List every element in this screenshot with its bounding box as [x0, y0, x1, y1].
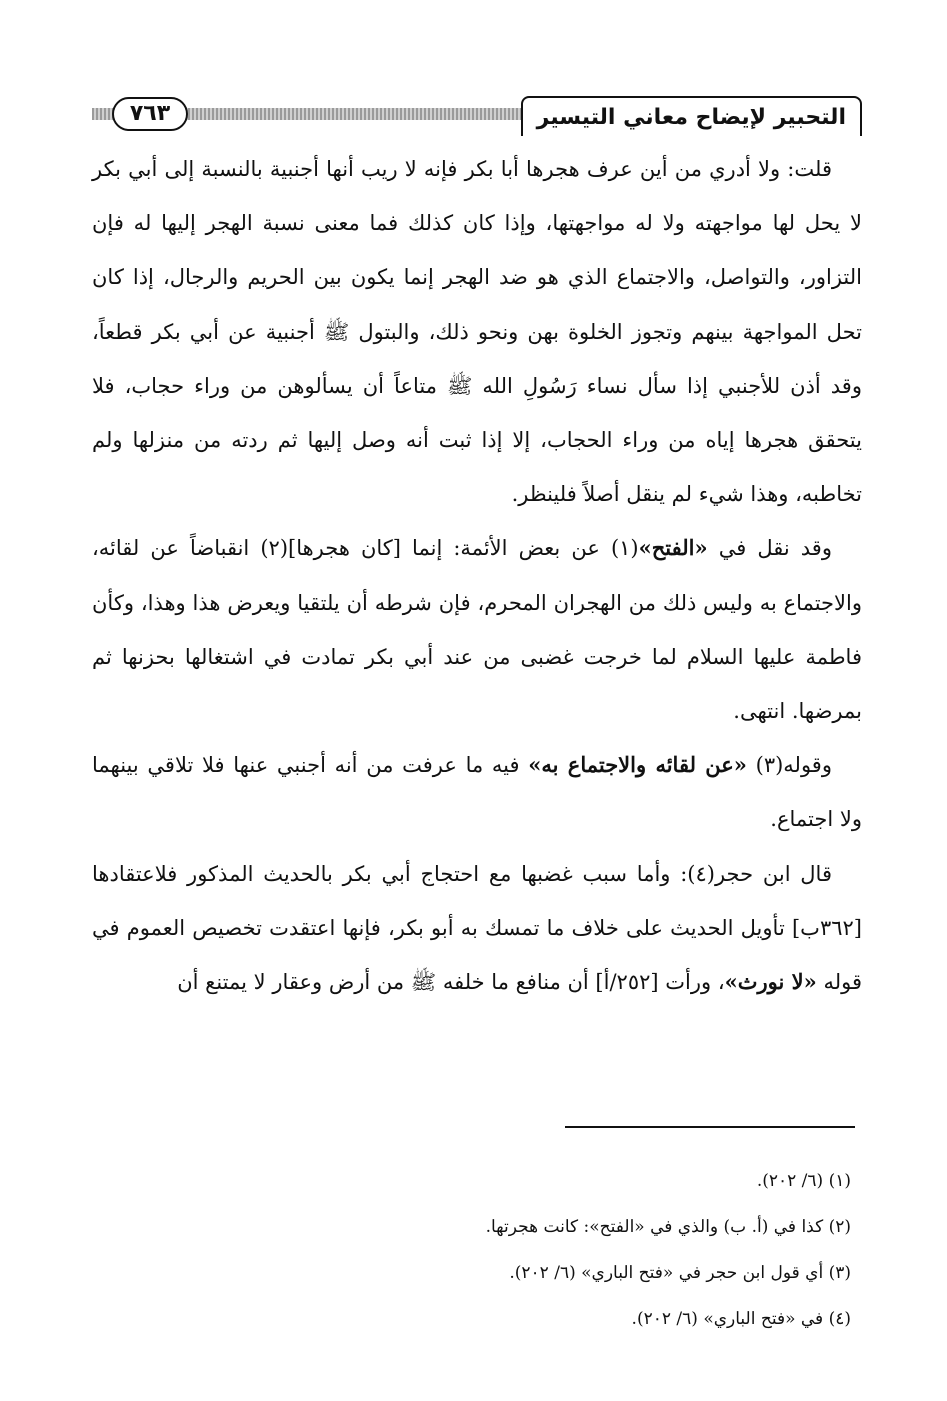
paragraph-4-part-a: قال ابن حجر(٤): وأما سبب غضبها مع احتجاج أبي بكر بالحديث المذكور فلاعتقادها [٣٦٢ب] تأويل الحديث على خلاف ما تمسك به أبو بكر، فإنها اعتقدت تخصيص العموم في قوله [92, 861, 862, 995]
paragraph-3-part-c: فيه ما عرفت من أنه أجنبي عنها فلا تلاقي بينهما ولا اجتماع. [92, 753, 862, 832]
paragraph-2-bold: «الفتح» [638, 535, 708, 561]
page-header [92, 96, 862, 140]
footnote-separator [565, 1126, 855, 1128]
paragraph-2-part-c: (١) عن بعض الأئمة: إنما [كان هجرها](٢) انقباضاً عن لقائه، والاجتماع به وليس ذلك من الهجران المحرم، فإن شرطه أن يلتقيا ويعرض هذا وهذا، وكأن فاطمة عليها السلام لما خرجت غضبى من عند أبي بكر تمادت في اشتغالها بحزنها ثم بمرضها. انتهى. [92, 536, 862, 724]
page-number: ٧٦٣ [112, 97, 188, 131]
footnote-2: (٢) كذا في (أ. ب) والذي في «الفتح»: كانت هجرتها. [485, 1217, 851, 1237]
paragraph-4-part-c: ، ورأت [٢٥٢/أ] أن منافع ما خلفه ﷺ من أرض وعقار لا يمتنع أن [177, 970, 725, 995]
paragraph-4 [92, 847, 862, 1010]
paragraph-2 [92, 521, 862, 738]
footnotes [91, 1158, 851, 1342]
paragraph-3 [92, 738, 862, 846]
footnote-1: (١) (٦/ ٢٠٢). [756, 1171, 851, 1191]
paragraph-1: قلت: ولا أدري من أين عرف هجرها أبا بكر فإنه لا ريب أنها أجنبية بالنسبة إلى أبي بكر لا يحل لها مواجهته ولا له مواجهتها، وإذا كان كذلك فما معنى نسبة الهجر إليها له فإن التزاور، والتواصل، والاجتماع الذي هو ضد الهجر إنما يكون بين الحريم والرجال، إذا كان تحل المواجهة بينهم وتجوز الخلوة بهن ونحو ذلك، والبتول ﷺ أجنبية عن أبي بكر قطعاً، وقد أذن للأجنبي إذا سأل نساء رَسُولِ الله ﷺ متاعاً أن يسألوهن من وراء حجاب، فلا يتحقق هجرها إياه من وراء الحجاب، إلا إذا ثبت أنه وصل إليها ثم ردته من منزلها ولم تخاطبه، وهذا شيء لم ينقل أصلاً فلينظر. [92, 157, 862, 507]
footnote-3: (٣) أي قول ابن حجر في «فتح الباري» (٦/ ٢٠٢). [509, 1263, 851, 1283]
paragraph-3-bold: «عن لقائه والاجتماع به» [528, 752, 747, 778]
paragraph-4-bold: «لا نورث» [724, 969, 817, 995]
footnote-4: (٤) في «فتح الباري» (٦/ ٢٠٢). [631, 1309, 851, 1329]
book-title: التحبير لإيضاح معاني التيسير [521, 96, 862, 136]
main-text [92, 142, 862, 1009]
paragraph-2-part-a: وقد نقل في [707, 536, 832, 561]
paragraph-3-part-a: وقوله(٣) [746, 753, 832, 778]
